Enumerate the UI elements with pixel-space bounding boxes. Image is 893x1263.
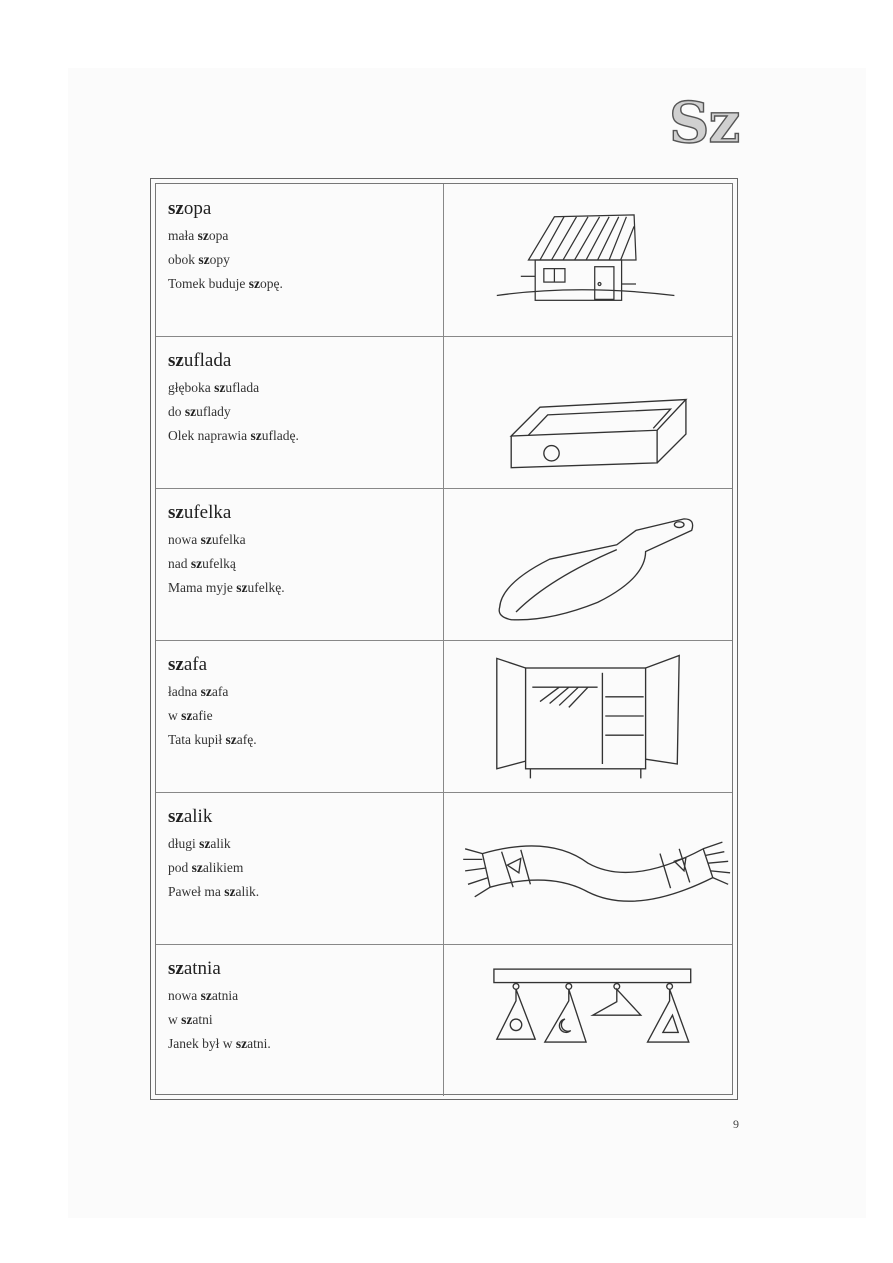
vocab-example-line: Paweł ma szalik. [168, 884, 260, 899]
drawer-illustration [444, 336, 732, 488]
vocab-text-cell [156, 336, 444, 488]
vocab-headword: szalik [168, 806, 213, 827]
vocab-example-line: w szatni [168, 1012, 213, 1027]
vocab-headword: szufelka [168, 502, 232, 523]
vocabulary-table-inner [155, 183, 733, 1095]
vocab-example-line: nowa szufelka [168, 532, 246, 547]
vocab-text-cell [156, 944, 444, 1096]
page-letter-heading: Sz [669, 90, 740, 156]
vocab-example-line: Olek naprawia szufladę. [168, 428, 299, 443]
vocab-row [156, 944, 732, 1096]
shed-illustration [444, 184, 732, 336]
vocab-row [156, 184, 732, 337]
vocab-example-line: Tomek buduje szopę. [168, 276, 283, 291]
vocab-row [156, 488, 732, 641]
vocab-example-line: w szafie [168, 708, 213, 723]
vocab-text-cell [156, 640, 444, 792]
vocab-example-line: Janek był w szatni. [168, 1036, 271, 1051]
vocab-row [156, 336, 732, 489]
vocab-example-line: nowa szatnia [168, 988, 239, 1003]
vocab-headword: szafa [168, 654, 208, 675]
wardrobe-illustration [444, 640, 732, 792]
vocab-example-line: długi szalik [168, 836, 231, 851]
vocab-text-cell [156, 488, 444, 640]
vocab-row [156, 640, 732, 793]
vocab-example-line: ładna szafa [168, 684, 229, 699]
vocab-row [156, 792, 732, 945]
vocab-example-line: do szuflady [168, 404, 231, 419]
vocab-example-line: nad szufelką [168, 556, 236, 571]
vocab-example-line: mała szopa [168, 228, 229, 243]
vocab-text-cell [156, 184, 444, 336]
vocab-headword: szatnia [168, 958, 221, 979]
vocabulary-table [150, 178, 738, 1100]
vocab-example-line: Mama myje szufelkę. [168, 580, 285, 595]
scoop-illustration [444, 488, 732, 640]
vocab-example-line: obok szopy [168, 252, 230, 267]
vocab-example-line: głęboka szuflada [168, 380, 260, 395]
vocab-example-line: Tata kupił szafę. [168, 732, 257, 747]
vocab-headword: szopa [168, 198, 212, 219]
page-number: 9 [733, 1117, 739, 1131]
cloakroom-illustration [444, 944, 732, 1096]
vocab-headword: szuflada [168, 350, 232, 371]
vocab-example-line: pod szalikiem [168, 860, 244, 875]
scarf-illustration [444, 792, 732, 944]
vocab-text-cell [156, 792, 444, 944]
